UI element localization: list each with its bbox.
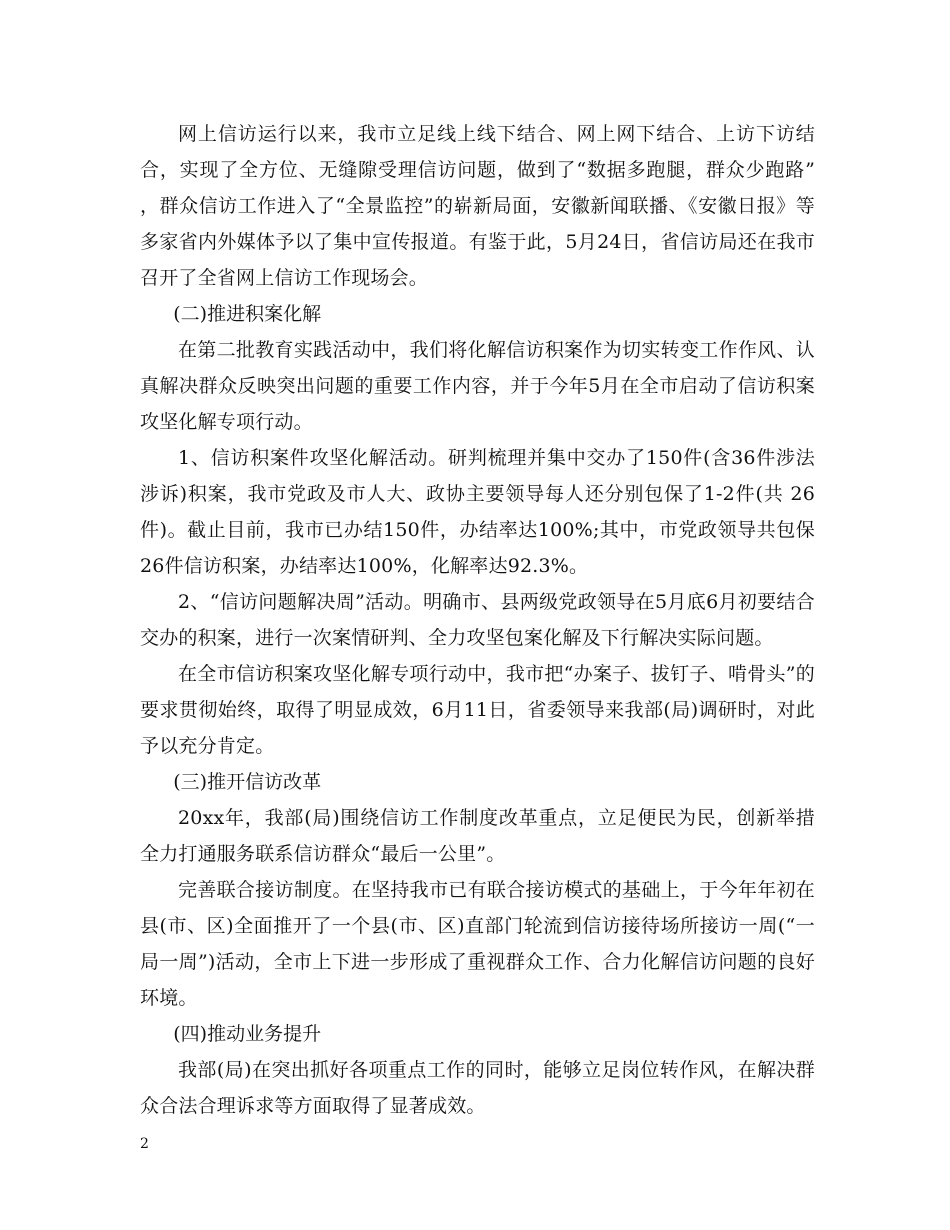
- paragraph-business-improvement: 我部(局)在突出抓好各项重点工作的同时，能够立足岗位转作风，在解决群众合法合理诉求等方面取得了显著成效。: [140, 1059, 815, 1117]
- section-heading-3: (三)推开信访改革: [173, 771, 322, 793]
- paragraph-backlog-intro: 在第二批教育实践活动中，我们将化解信访积案作为切实转变工作作风、认真解决群众反映突出问题的重要工作内容，并于今年5月在全市启动了信访积案攻坚化解专项行动。: [140, 339, 815, 433]
- section-heading-2: (二)推进积案化解: [173, 303, 322, 325]
- section-heading-4: (四)推动业务提升: [173, 1023, 322, 1045]
- paragraph-backlog-activity-2: 2、“信访问题解决周”活动。明确市、县两级党政领导在5月底6月初要结合交办的积案，进行一次案情研判、全力攻坚包案化解及下行解决实际问题。: [140, 591, 815, 649]
- paragraph-online-petition: 网上信访运行以来，我市立足线上线下结合、网上网下结合、上访下访结合，实现了全方位、无缝隙受理信访问题，做到了“数据多跑腿，群众少跑路” ，群众信访工作进入了“全景监控”的崭新局面，安徽新闻联播、《安徽日报》等多家省内外媒体予以了集中宣传报道。有鉴于此，5月24日，省信访局还在我市召开了全省网上信访工作现场会。: [140, 123, 815, 289]
- page-number: 2: [140, 1136, 149, 1152]
- paragraph-joint-reception: 完善联合接访制度。在坚持我市已有联合接访模式的基础上，于今年年初在县(市、区)全面推开了一个县(市、区)直部门轮流到信访接待场所接访一周(“一局一周”)活动，全市上下进一步形成了重视群众工作、合力化解信访问题的良好环境。: [140, 879, 815, 1009]
- paragraph-backlog-results: 在全市信访积案攻坚化解专项行动中，我市把“办案子、拔钉子、啃骨头”的要求贯彻始终，取得了明显成效，6月11日，省委领导来我部(局)调研时，对此予以充分肯定。: [140, 663, 815, 757]
- document-body: [140, 116, 815, 1124]
- paragraph-reform-intro: 20xx年，我部(局)围绕信访工作制度改革重点，立足便民为民，创新举措全力打通服务联系信访群众“最后一公里”。: [140, 807, 815, 865]
- paragraph-backlog-activity-1: 1、信访积案件攻坚化解活动。研判梳理并集中交办了150件(含36件涉法涉诉)积案，我市党政及市人大、政协主要领导每人还分别包保了1-2件(共 26件)。截止目前，我市已办结150件，办结率达100%;其中，市党政领导共包保26件信访积案，办结率达100%，化解率达92.3%。: [140, 447, 815, 577]
